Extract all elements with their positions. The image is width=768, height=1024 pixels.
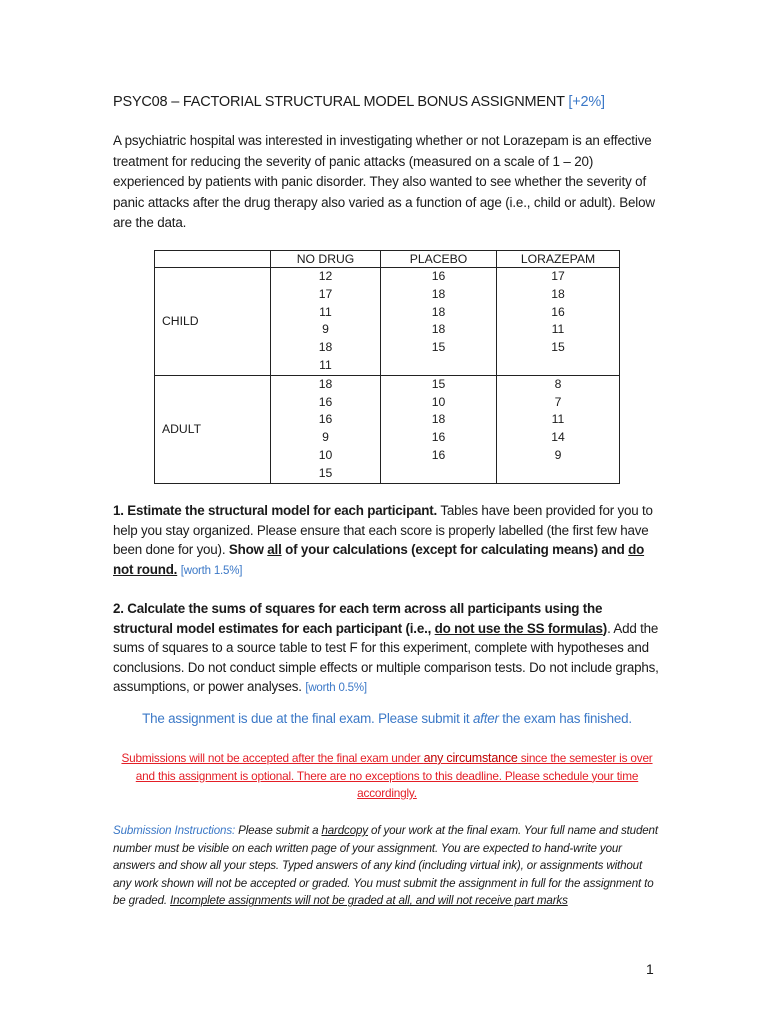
cell-value: 18: [431, 304, 446, 319]
q1-bold-a: Show: [228, 542, 268, 557]
cell-value: 15: [431, 340, 446, 355]
q2-text: . Add the sums of squares to a source table to test F for this experiment, complete with hypotheses and conclusions. Do not conduct simple effects or multiple comparison tests. Do not include graphs, assumptions, or power analyses.: [113, 620, 659, 694]
deadline-warning: [113, 750, 661, 803]
group-label: CHILD: [155, 268, 271, 376]
due-emphasis: after: [472, 711, 499, 726]
due-notice: [113, 711, 661, 726]
data-table: [154, 250, 620, 484]
cell-value: 18: [318, 376, 333, 391]
q2-bold-end: ): [602, 620, 608, 636]
q1-text: Tables have been provided for you to help you stay organized. Please ensure that each score is properly labelled (the first few have been done for you).: [113, 503, 653, 557]
table-cell: [271, 375, 381, 483]
cell-value: 16: [431, 447, 446, 462]
title-main: PSYC08 – FACTORIAL STRUCTURAL MODEL BONUS ASSIGNMENT: [113, 94, 565, 110]
cell-value: 9: [322, 322, 329, 337]
cell-value: 18: [318, 340, 333, 355]
submission-instructions: [113, 822, 661, 910]
cell-value: 15: [318, 465, 333, 480]
submission-text-b: of your work at the final exam. Your full name and student number must be visible on each written page of your assignment. You are expected to hand-write your answers and show all your steps. Typed answers of any kind (including virtual ink), or assignments without any work shown will not be accepted or graded. You must submit the assignment in full for the assignment to be graded.: [113, 824, 658, 908]
cell-values: [497, 268, 619, 357]
cell-value: 16: [551, 304, 565, 319]
cell-value: 17: [318, 286, 333, 301]
submission-text-a: Please submit a: [235, 824, 322, 837]
table-cell: [497, 375, 620, 483]
due-text-b: the exam has finished.: [498, 711, 632, 726]
table-header-cell: PLACEBO: [381, 251, 497, 268]
cell-value: 17: [551, 269, 565, 283]
cell-value: 11: [319, 304, 332, 319]
page-number: 1: [646, 961, 654, 977]
group-label: ADULT: [155, 375, 271, 483]
q1-bold-all: all: [267, 542, 282, 557]
cell-value: 18: [431, 412, 446, 427]
cell-value: 11: [319, 357, 332, 372]
cell-values: [271, 376, 380, 483]
q2-lead: 2. Calculate the sums of squares for each term across all participants using the structural model estimates for each participant (i.e.,: [113, 601, 603, 636]
cell-value: 16: [431, 430, 446, 445]
table-header-cell: [155, 251, 271, 268]
submission-underlined: Incomplete assignments will not be graded at all, and will not receive part marks: [170, 894, 568, 908]
table-row: [155, 375, 620, 483]
cell-value: 14: [551, 430, 565, 445]
cell-value: 18: [551, 286, 565, 301]
due-text-a: The assignment is due at the final exam. Please submit it: [142, 711, 473, 726]
warning-strong: any circumstance: [423, 751, 518, 765]
cell-value: 11: [551, 322, 565, 337]
cell-value: 7: [554, 394, 562, 409]
cell-value: 15: [431, 376, 446, 391]
submission-hardcopy: hardcopy: [321, 824, 368, 837]
cell-value: 15: [551, 340, 565, 355]
intro-paragraph: A psychiatric hospital was interested in investigating whether or not Lorazepam is an effective treatment for reducing the severity of panic attacks (measured on a scale of 1 – 20) experienced by patients with panic disorder. They also wanted to see whether the severity of panic attacks after the drug therapy also varied as a function of age (i.e., child or adult). Below are the data.: [113, 133, 655, 230]
cell-value: 12: [318, 269, 333, 283]
cell-value: 8: [554, 376, 562, 391]
table-header-row: [155, 251, 620, 268]
cell-values: [381, 376, 496, 465]
q1-lead: 1. Estimate the structural model for each participant.: [113, 503, 438, 518]
cell-value: 16: [318, 412, 333, 427]
question-2: [113, 599, 661, 699]
q1-worth: [worth 1.5%]: [180, 564, 243, 577]
cell-value: 10: [431, 394, 446, 409]
page-title: [113, 94, 673, 110]
warning-text-b: since the semester is over and this assignment is optional. There are no exceptions to this deadline. Please schedule your time accordingly.: [135, 751, 653, 800]
table-cell: [271, 268, 381, 376]
cell-value: 11: [551, 412, 565, 427]
table-cell: [497, 268, 620, 376]
submission-lead: Submission Instructions:: [113, 824, 236, 837]
q2-bold-underlined: do not use the SS formulas: [434, 620, 603, 636]
q1-bold-noround: do not round.: [113, 542, 645, 577]
cell-value: 10: [318, 447, 333, 462]
cell-value: 9: [554, 447, 562, 462]
table-row: [155, 268, 620, 376]
bonus-badge: [+2%]: [568, 94, 605, 110]
question-1: [113, 501, 661, 581]
table-header-cell: NO DRUG: [271, 251, 381, 268]
table-cell: [381, 375, 497, 483]
cell-value: 9: [322, 430, 329, 445]
cell-values: [497, 376, 619, 465]
cell-values: [271, 268, 380, 375]
cell-values: [381, 268, 496, 357]
cell-value: 18: [431, 322, 446, 337]
table-header-cell: LORAZEPAM: [497, 251, 620, 268]
table-cell: [381, 268, 497, 376]
cell-value: 18: [431, 286, 446, 301]
warning-text-a: Submissions will not be accepted after the final exam under: [121, 751, 424, 765]
q2-worth: [worth 0.5%]: [305, 682, 367, 694]
cell-value: 16: [431, 269, 446, 283]
q1-bold-b: of your calculations (except for calculating means) and: [281, 542, 629, 557]
cell-value: 16: [318, 394, 333, 409]
